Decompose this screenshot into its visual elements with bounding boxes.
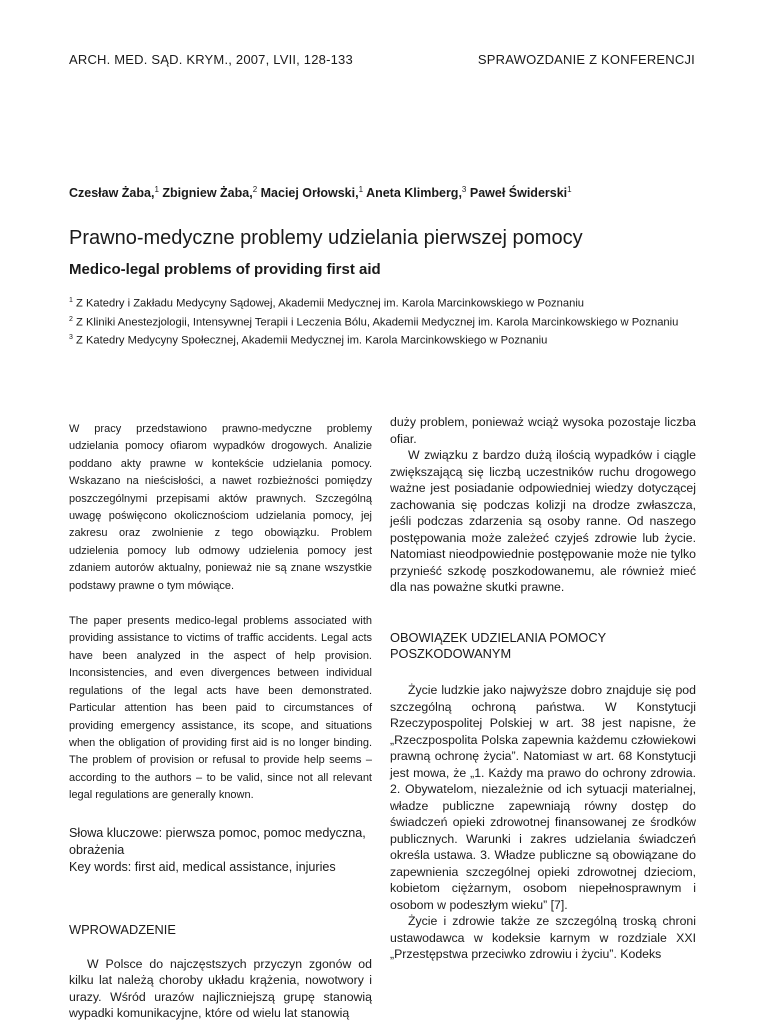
- author-name: Zbigniew Żaba,: [162, 186, 253, 201]
- section-heading-line: POSZKODOWANYM: [390, 645, 512, 661]
- abstract-english: The paper presents medico-legal problems associated with providing assistance to victims of traffic accidents. Legal acts have been analyzed in the aspect of help provision. Inconsistencies, and even divergences between individual regulations of the legal acts have been demonstrated. Particular attention has been paid to circumstances of providing emergency assistance, its scope, and situations when the obligation of providing first aid is no longer binding. The problem of provision or refusal to provide help seems – according to the authors – to be valid, since not all relevant legal regulations are generally known.: [69, 615, 372, 802]
- section-heading-line: OBOWIĄZEK UDZIELANIA POMOCY: [390, 629, 607, 645]
- section-heading-obligation: [390, 630, 696, 663]
- body-paragraph: W związku z bardzo dużą ilością wypadków i ciągle zwiększającą się liczbą uczestników ruchu drogowego ważne jest posiadanie odpowiedniej wiedzy dotyczącej zachowania się podczas kolizji na drodze zwłaszcza, jeśli podczas zdarzenia są osoby ranne. Od naszego postępowania może zależeć czyjeś zdrowie lub życie. Natomiast nieodpowiednie postępowanie może nie tylko przynieść szkodę poszkodowanemu, ale również mieć dla nas poważne skutki prawne.: [390, 448, 696, 594]
- keywords-english: Key words: first aid, medical assistance, injuries: [69, 859, 336, 874]
- affiliation-list: [69, 293, 699, 349]
- affiliation-item: [69, 330, 699, 349]
- author-affiliation-marker: 1: [154, 185, 159, 194]
- section-heading-introduction: WPROWADZENIE: [69, 921, 176, 937]
- affiliation-item: [69, 293, 699, 312]
- section-label: SPRAWOZDANIE Z KONFERENCJI: [477, 52, 695, 67]
- author-name: Czesław Żaba,: [69, 186, 155, 201]
- affiliation-marker: 2: [69, 315, 73, 323]
- body-paragraph: duży problem, ponieważ wciąż wysoka pozostaje liczba ofiar.: [390, 415, 696, 446]
- introduction-paragraph: W Polsce do najczęstszych przyczyn zgonów od kilku lat należą choroby układu krążenia, nowotwory i urazy. Wśród urazów najliczniejszą grupę stanowią wypadki komunikacyjne, które od wielu lat stanowią: [69, 956, 372, 1021]
- author-affiliation-marker: 2: [252, 185, 258, 194]
- article-title-english: Medico-legal problems of providing first aid: [69, 261, 381, 278]
- abstract-polish: W pracy przedstawiono prawno-medyczne problemy udzielania pomocy ofiarom wypadków drogowych. Analizie poddano akty prawne w kontekście udzielania pomocy. Wskazano na nieścisłości, a nawet rozbieżności pomiędzy poszczególnymi przepisami aktów prawnych. Szczególną uwagę poświęcono okolicznościom udzielania pomocy, jej zakresu oraz zwolnienie z tego obowiązku. Problem udzielenia pomocy lub odmowy udzielenia pomocy jest zdaniem autorów aktualny, ponieważ nie są znane wszystkie podstawy prawne o tym mówiące.: [69, 423, 372, 592]
- affiliation-text: Z Katedry i Zakładu Medycyny Sądowej, Akademii Medycznej im. Karola Marcinkowskiego w Poznaniu: [76, 297, 585, 310]
- author-affiliation-marker: 1: [358, 185, 364, 194]
- author-affiliation-marker: 1: [567, 185, 572, 194]
- left-column: [69, 421, 372, 1022]
- affiliation-marker: 3: [69, 334, 73, 342]
- affiliation-marker: 1: [69, 297, 73, 304]
- keywords-block: [69, 825, 372, 876]
- affiliation-text: Z Kliniki Anestezjologii, Intensywnej Terapii i Leczenia Bólu, Akademii Medycznej im. Karola Marcinkowskiego w Poznaniu: [76, 316, 679, 329]
- body-paragraph: Życie i zdrowie także ze szczególną troską chroni ustawodawca w kodeksie karnym w rozdziale XXI „Przestępstwa przeciwko zdrowiu i życiu”. Kodeks: [390, 914, 696, 962]
- affiliation-text: Z Katedry Medycyny Społecznej, Akademii Medycznej im. Karola Marcinkowskiego w Poznaniu: [76, 335, 548, 348]
- author-list: [69, 185, 572, 200]
- journal-citation: ARCH. MED. SĄD. KRYM., 2007, LVII, 128-133: [69, 52, 353, 67]
- author-name: Aneta Klimberg,: [366, 186, 462, 201]
- keywords-polish: Słowa kluczowe: pierwsza pomoc, pomoc medyczna, obrażenia: [69, 825, 366, 857]
- article-title-polish: Prawno-medyczne problemy udzielania pierwszej pomocy: [69, 227, 583, 249]
- author-name: Maciej Orłowski,: [260, 186, 359, 201]
- affiliation-item: [69, 312, 699, 331]
- right-column: [390, 414, 696, 963]
- author-affiliation-marker: 3: [461, 185, 467, 194]
- body-paragraph: Życie ludzkie jako najwyższe dobro znajduje się pod szczególną ochroną państwa. W Konstytucji Rzeczypospolitej Polskiej w art. 38 jest napisne, że „Rzeczpospolita Polska zapewnia każdemu człowiekowi prawną ochronę życia”. Natomiast w art. 68 Konstytucji jest mowa, że „1. Każdy ma prawo do ochrony zdrowia. 2. Obywatelom, niezależnie od ich sytuacji materialnej, władze publiczne zapewniają równy dostęp do świadczeń opieki zdrowotnej finansowanej ze środków publicznych. Warunki i zakres udzielania świadczeń określa ustawa. 3. Władze publiczne są obowiązane do zapewnienia szczególnej opieki zdrowotnej dzieciom, kobietom ciężarnym, osobom niepełnosprawnym i osobom w podeszłym wieku” [7].: [390, 683, 696, 912]
- author-name: Paweł Świderski: [469, 186, 568, 201]
